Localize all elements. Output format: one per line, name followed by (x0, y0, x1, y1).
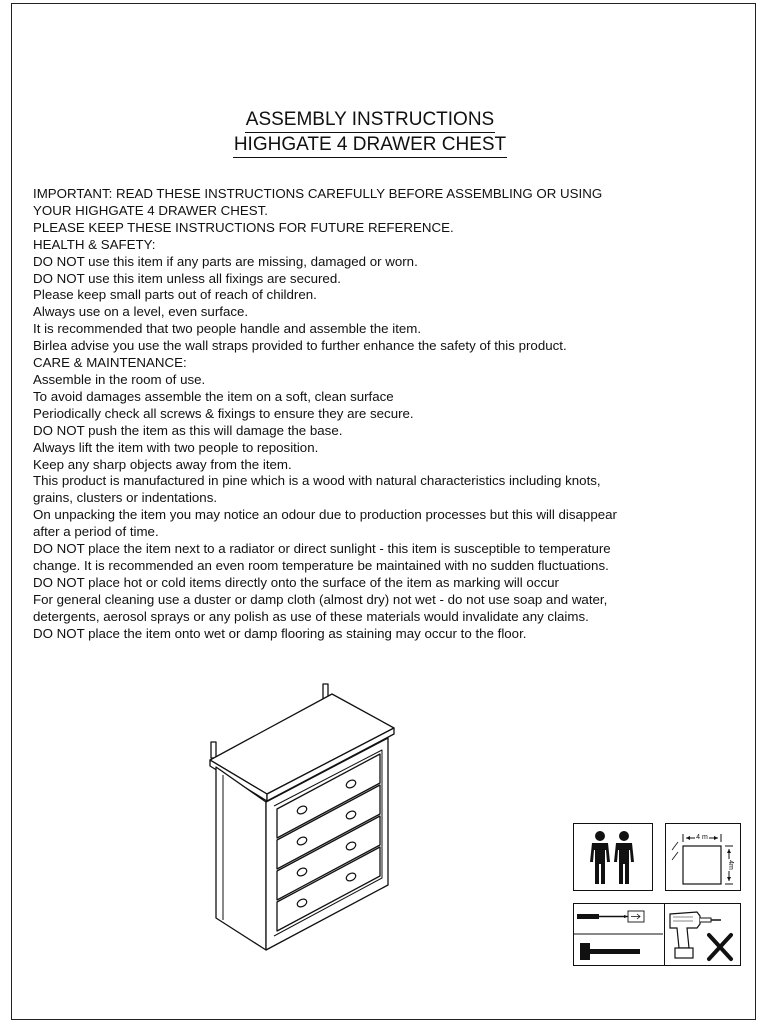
section-heading-care-maintenance: CARE & MAINTENANCE: (33, 355, 187, 371)
title-block (0, 108, 740, 158)
text-line: detergents, aerosol sprays or any polish as use of these materials would invalidate any claims. (33, 608, 589, 624)
text-line: Always use on a level, even surface. (33, 304, 249, 320)
text-line: It is recommended that two people handle and assemble the item. (33, 321, 422, 337)
text-line: This product is manufactured in pine which is a wood with natural characteristics including knots, (33, 473, 601, 489)
text-line: DO NOT place the item next to a radiator or direct sunlight - this item is susceptible to temperature (33, 541, 611, 557)
text-line: Birlea advise you use the wall straps provided to further enhance the safety of this product. (33, 338, 567, 354)
text-line: Assemble in the room of use. (33, 371, 206, 387)
text-line: YOUR HIGHGATE 4 DRAWER CHEST. (33, 202, 268, 218)
space-required-icon (665, 823, 741, 891)
text-line: On unpacking the item you may notice an odour due to production processes but this will disappear (33, 507, 617, 523)
text-line: DO NOT use this item if any parts are missing, damaged or worn. (33, 253, 418, 269)
text-line: DO NOT use this item unless all fixings are secured. (33, 270, 341, 286)
text-line: after a period of time. (33, 524, 159, 540)
screwdriver-icon (577, 911, 644, 922)
text-line: DO NOT push the item as this will damage the base. (33, 422, 343, 438)
power-drill-icon (670, 912, 721, 958)
wall-strap-left (211, 742, 216, 758)
product-title: HIGHGATE 4 DRAWER CHEST (233, 133, 507, 158)
text-line: grains, clusters or indentations. (33, 490, 218, 506)
text-line: Please keep small parts out of reach of children. (33, 287, 317, 303)
document-title: ASSEMBLY INSTRUCTIONS (245, 108, 495, 133)
tools-icon (573, 903, 665, 966)
section-heading-health-safety: HEALTH & SAFETY: (33, 236, 156, 252)
text-line: To avoid damages assemble the item on a soft, clean surface (33, 388, 394, 404)
hammer-icon (580, 943, 640, 960)
text-line: PLEASE KEEP THESE INSTRUCTIONS FOR FUTURE REFERENCE. (33, 219, 454, 235)
text-line: DO NOT place hot or cold items directly onto the surface of the item as marking will occur (33, 574, 559, 590)
text-line: Keep any sharp objects away from the item. (33, 456, 292, 472)
text-line: change. It is recommended an even room temperature be maintained with no sudden fluctuations. (33, 557, 609, 573)
instructions-text (33, 186, 723, 642)
prohibited-cross-icon (709, 935, 731, 959)
text-line: Always lift the item with two people to reposition. (33, 439, 319, 455)
text-line: Periodically check all screws & fixings to ensure they are secure. (33, 405, 414, 421)
text-line: DO NOT place the item onto wet or damp flooring as staining may occur to the floor. (33, 625, 527, 641)
chest-illustration (204, 680, 404, 952)
two-people-icon (573, 823, 653, 891)
space-depth-label: 4m (727, 860, 734, 870)
text-line: For general cleaning use a duster or damp cloth (almost dry) not wet - do not use soap and water, (33, 591, 608, 607)
text-line: IMPORTANT: READ THESE INSTRUCTIONS CAREFULLY BEFORE ASSEMBLING OR USING (33, 186, 603, 201)
no-power-tools-icon (664, 903, 741, 966)
space-width-label: 4 m (696, 834, 708, 841)
